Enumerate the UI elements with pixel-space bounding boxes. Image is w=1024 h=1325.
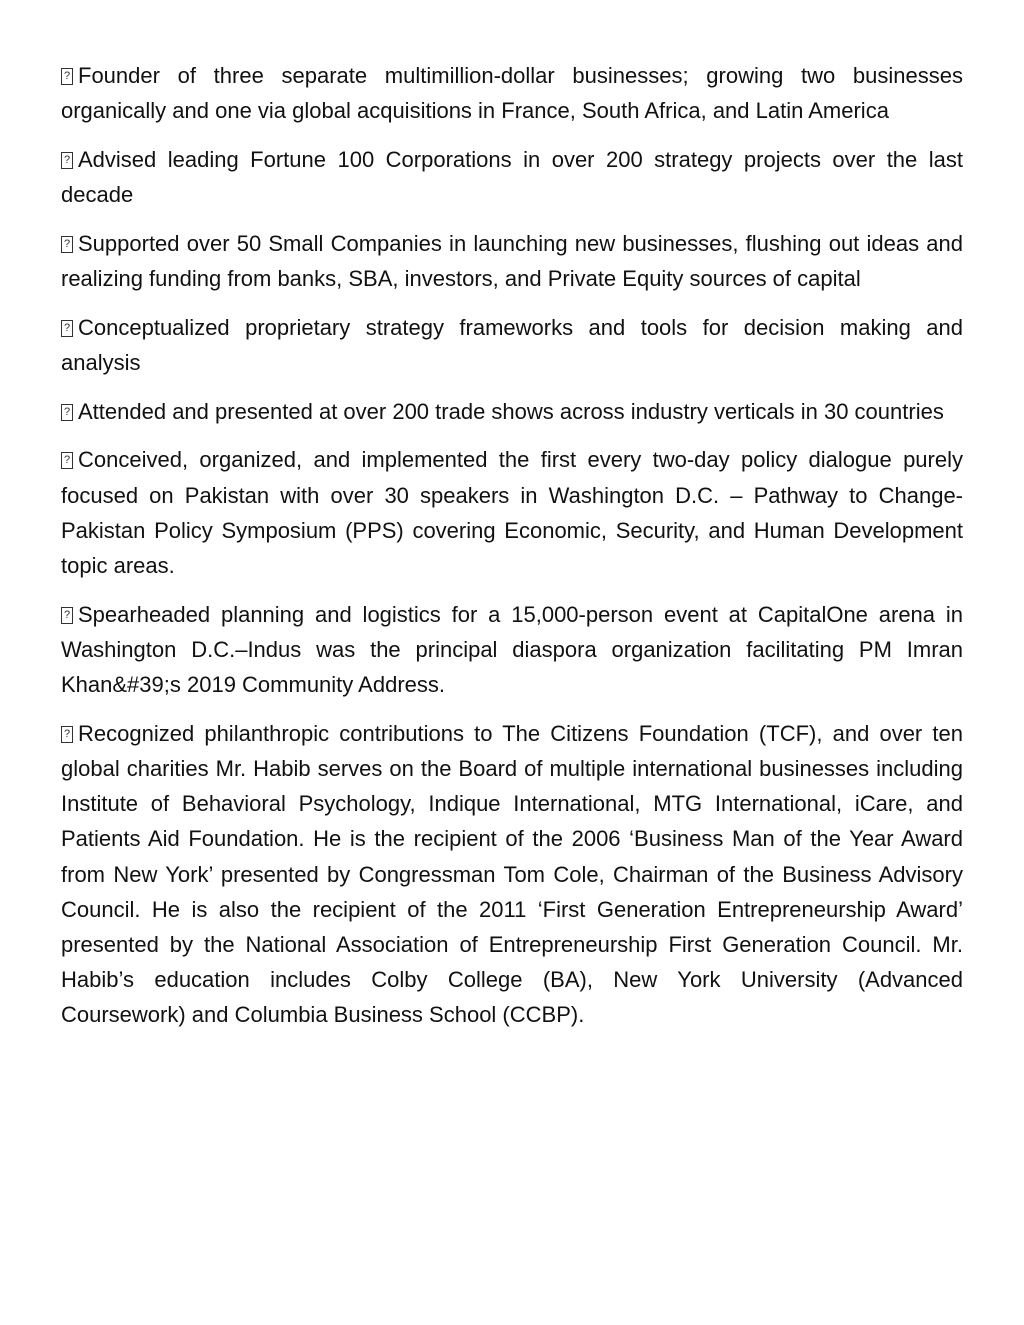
paragraph-spearheaded xyxy=(61,597,963,703)
paragraph-recognized xyxy=(61,716,963,1033)
missing-glyph-icon xyxy=(61,152,73,169)
paragraph-conceived xyxy=(61,442,963,583)
missing-glyph-icon xyxy=(61,68,73,85)
paragraph-text: Advised leading Fortune 100 Corporations in over 200 strategy projects over the last decade xyxy=(61,146,963,208)
document-body xyxy=(61,58,963,1046)
paragraph-text: Conceptualized proprietary strategy frameworks and tools for decision making and analysis xyxy=(61,314,963,375)
missing-glyph-icon xyxy=(61,452,73,469)
missing-glyph-icon xyxy=(61,236,73,253)
missing-glyph-icon xyxy=(61,726,73,743)
paragraph-text: Spearheaded planning and logistics for a 15,000-person event at CapitalOne arena in Washington D.C.–Indus was the principal diaspora organization facilitating PM Imran Khan&#39;s 2019 Community Address. xyxy=(61,601,963,698)
missing-glyph-icon xyxy=(61,320,73,337)
paragraph-text: Conceived, organized, and implemented the first every two-day policy dialogue purely focused on Pakistan with over 30 speakers in Washington D.C. – Pathway to Change- Pakistan Policy Symposium (PPS) covering Economic, Security, and Human Development topic areas. xyxy=(61,447,963,578)
paragraph-text: Founder of three separate multimillion-dollar businesses; growing two businesses organically and one via global acquisitions in France, South Africa, and Latin America xyxy=(61,63,963,124)
paragraph-supported xyxy=(61,226,963,296)
paragraph-attended xyxy=(61,394,963,429)
paragraph-advised xyxy=(61,142,963,212)
missing-glyph-icon xyxy=(61,404,73,421)
paragraph-text: Recognized philanthropic contributions to The Citizens Foundation (TCF), and over ten global charities Mr. Habib serves on the Board of multiple international businesses including Institute of Behavioral Psychology, Indique International, MTG International, iCare, and Patients Aid Foundation. He is the recipient of the 2006 ‘Business Man of the Year Award from New York’ presented by Congressman Tom Cole, Chairman of the Business Advisory Council. He is also the recipient of the 2011 ‘First Generation Entrepreneurship Award’ presented by the National Association of Entrepreneurship First Generation Council. Mr. Habib’s education includes Colby College (BA), New York University (Advanced Coursework) and Columbia Business School (CCBP). xyxy=(61,720,963,1028)
paragraph-text: Attended and presented at over 200 trade shows across industry verticals in 30 countries xyxy=(78,398,944,424)
missing-glyph-icon xyxy=(61,607,73,624)
paragraph-text: Supported over 50 Small Companies in launching new businesses, flushing out ideas and realizing funding from banks, SBA, investors, and Private Equity sources of capital xyxy=(61,230,963,292)
paragraph-conceptualized xyxy=(61,310,963,380)
paragraph-founder xyxy=(61,58,963,128)
